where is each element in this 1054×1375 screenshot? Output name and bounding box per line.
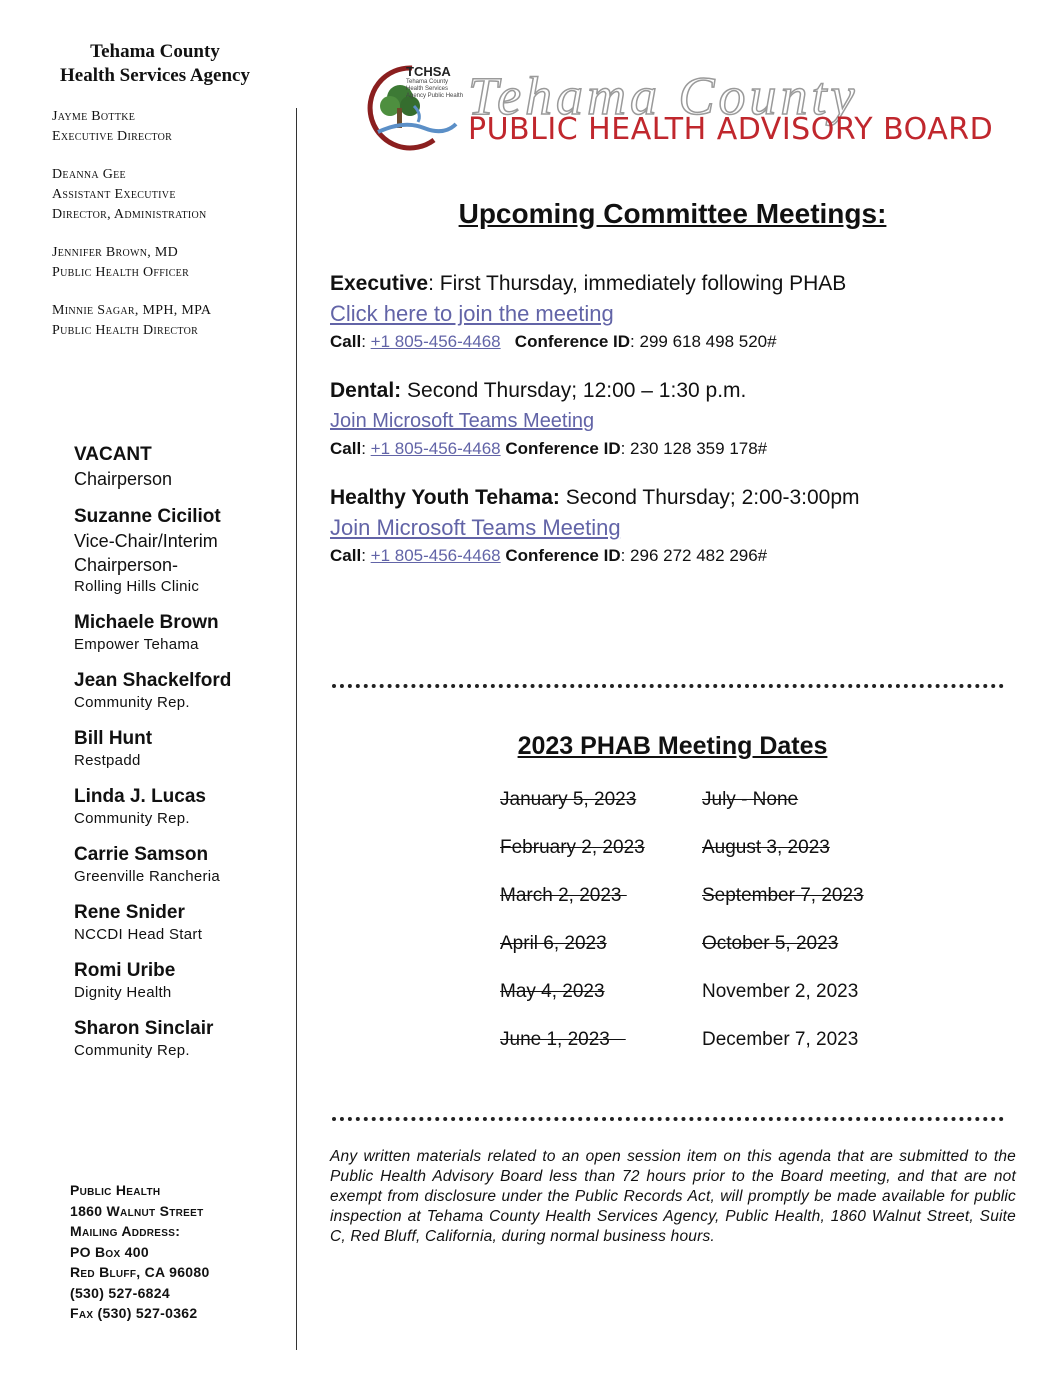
board-member [74,727,289,771]
committee-sep: : [428,272,434,295]
committee-list [330,268,1030,589]
conference-label: Conference ID [505,439,621,458]
staff-entry [52,107,297,147]
committee-schedule: Second Thursday; 12:00 – 1:30 p.m. [401,379,747,402]
address-line: Red Bluff, CA 96080 [70,1264,210,1280]
join-meeting-link[interactable]: Click here to join the meeting [330,301,614,326]
staff-name: Jennifer Brown, MD [52,245,179,260]
committee-title-line [330,482,1030,513]
staff-list [52,107,297,359]
staff-entry [52,301,297,341]
conference-id: : 299 618 498 520# [630,332,777,351]
member-organization: Rolling Hills Clinic [74,578,200,595]
column-divider [296,108,297,1350]
member-name: Rene Snider [74,902,185,923]
staff-title: Assistant Executive [52,187,176,202]
conference-label: Conference ID [514,332,631,351]
member-organization: Community Rep. [74,694,190,711]
phab-logo [364,62,994,152]
past-meeting-date: May 4, 2023 [500,981,605,1002]
conference-id: : 230 128 359 178# [620,439,768,458]
member-role: Chairperson [74,469,173,489]
board-member [74,669,289,713]
upcoming-meeting-date: November 2, 2023 [702,981,859,1002]
member-name: Sharon Sinclair [74,1018,214,1039]
call-line: Call: +1 805-456-4468 Conference ID: 296 272 482 296# [330,546,768,565]
meeting-dates-title: 2023 PHAB Meeting Dates [517,732,828,760]
phone-link[interactable]: +1 805-456-4468 [370,546,501,565]
board-member [74,505,289,597]
meeting-date-row [500,978,920,1026]
meeting-date-row [500,786,920,834]
address-line: Fax (530) 527-0362 [70,1305,198,1321]
mailing-address [70,1180,210,1324]
committee-schedule: Second Thursday; 2:00-3:00pm [559,486,860,509]
phone-link[interactable]: +1 805-456-4468 [370,332,501,351]
past-meeting-date: April 6, 2023 [500,933,607,954]
call-label: Call [330,546,362,565]
member-organization: Empower Tehama [74,636,199,653]
member-name: Romi Uribe [74,960,176,981]
call-label: Call [330,439,362,458]
committee-dental [330,375,1030,462]
member-organization: Greenville Rancheria [74,868,221,885]
meeting-date-row [500,1026,920,1074]
member-name: Linda J. Lucas [74,786,206,807]
past-meeting-date: February 2, 2023 [500,837,645,858]
meeting-date-row [500,834,920,882]
address-line: Mailing Address: [70,1223,181,1239]
staff-name: Deanna Gee [52,167,126,182]
call-label: Call [330,332,362,351]
member-organization: Community Rep. [74,810,190,827]
committee-schedule: First Thursday, immediately following PHAB [433,272,847,295]
public-records-notice: Any written materials related to an open session item on this agenda that are submitted to the Public Health Advisory Board less than 72 hours prior to the Board meeting, and that are not exempt from disclosure under the Public Records Act, will promptly be made available for public inspection at Tehama County Health Services Agency, Public Health, 1860 Walnut Street, Suite C, Red Bluff, California, during normal business hours. [330,1148,1016,1245]
conference-id: : 296 272 482 296# [620,546,768,565]
staff-name: Minnie Sagar, MPH, MPA [52,303,212,318]
member-name: Michaele Brown [74,612,219,633]
staff-title: Public Health Director [52,323,199,338]
committee-heading: Upcoming Committee Meetings: [458,198,887,229]
agency-line-2: Health Services Agency [60,65,250,86]
past-meeting-date: September 7, 2023 [702,885,864,906]
join-meeting-link[interactable]: Join Microsoft Teams Meeting [330,410,595,432]
member-name: Suzanne Ciciliot [74,506,221,527]
past-meeting-date: October 5, 2023 [702,933,839,954]
phone-link[interactable]: +1 805-456-4468 [370,439,501,458]
board-member [74,959,289,1003]
meeting-date-row [500,930,920,978]
committee-name: Executive [330,272,429,295]
meeting-dates-table [500,786,920,1074]
staff-title: Executive Director [52,129,173,144]
member-organization: NCCDI Head Start [74,926,203,943]
meeting-date-row [500,882,920,930]
dotted-separator [332,1117,1004,1121]
staff-entry [52,165,297,225]
board-members-list [74,443,289,1075]
past-meeting-date: August 3, 2023 [702,837,830,858]
committee-title-line [330,268,1030,299]
member-role: Vice-Chair/Interim Chairperson- [74,531,218,575]
board-member [74,901,289,945]
committee-healthy-youth [330,482,1030,569]
logo-script-title: Tehama County [468,66,859,126]
committee-title-line [330,375,1030,406]
past-meeting-date: June 1, 2023 [500,1029,626,1050]
committee-name: Dental: [330,379,402,402]
staff-title: Public Health Officer [52,265,190,280]
call-line: Call: +1 805-456-4468 Conference ID: 299 618 498 520# [330,332,777,351]
board-member [74,611,289,655]
staff-entry [52,243,297,283]
conference-label: Conference ID [505,546,621,565]
member-name: Carrie Samson [74,844,209,865]
board-member [74,785,289,829]
board-member [74,1017,289,1061]
member-organization: Restpadd [74,752,141,769]
past-meeting-date: March 2, 2023 [500,885,627,906]
committee-name: Healthy Youth Tehama: [330,486,560,509]
member-name: VACANT [74,444,152,465]
address-line: Public Health [70,1182,161,1198]
board-member [74,443,289,491]
dotted-separator [332,684,1004,688]
address-line: 1860 Walnut Street [70,1202,204,1219]
address-line: (530) 527-6824 [70,1284,170,1301]
tchsa-label: TCHSA [406,64,451,79]
join-meeting-link[interactable]: Join Microsoft Teams Meeting [330,515,621,540]
staff-title: Director, Administration [52,207,207,222]
agency-name [40,40,270,88]
past-meeting-date: January 5, 2023 [500,789,637,810]
call-line: Call: +1 805-456-4468 Conference ID: 230 128 359 178# [330,439,768,458]
logo-board-title: PUBLIC HEALTH ADVISORY BOARD [468,112,994,147]
upcoming-meeting-date: December 7, 2023 [702,1029,859,1050]
staff-name: Jayme Bottke [52,109,136,124]
member-name: Bill Hunt [74,728,153,749]
past-meeting-date: July - None [702,789,799,810]
tchsa-sublabel: Tehama County Health Services Agency Public Health [406,79,464,99]
agency-line-1: Tehama County [90,41,220,62]
member-name: Jean Shackelford [74,670,232,691]
committee-executive [330,268,1030,355]
member-organization: Dignity Health [74,984,172,1001]
board-member [74,843,289,887]
address-line: PO Box 400 [70,1243,149,1260]
member-organization: Community Rep. [74,1042,190,1059]
